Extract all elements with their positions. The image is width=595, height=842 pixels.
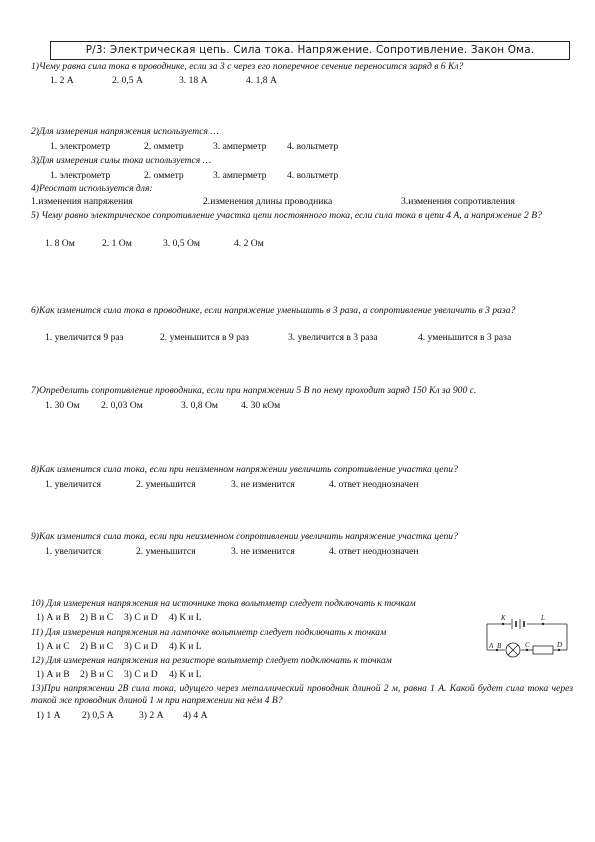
question-5: 5) Чему равно электрическое сопротивление участка цепи постоянного тока, если сила тока в цепи 4 А, а напряжение 2 В? (31, 210, 542, 221)
question-8: 8)Как изменится сила тока, если при неизменном напряжении увеличить сопротивление участка цепи? (31, 464, 458, 475)
option[interactable]: 3. 0,5 Ом (163, 238, 200, 249)
option[interactable]: 2) В и С (80, 669, 114, 680)
option[interactable]: 2. 0,5 А (112, 75, 143, 86)
option[interactable]: 2) В и С (80, 641, 114, 652)
question-2: 2)Для измерения напряжения используется … (31, 126, 219, 137)
option[interactable]: 4. 1,8 А (246, 75, 277, 86)
option[interactable]: 4. ответ неоднозначен (329, 546, 419, 557)
option[interactable]: 3. амперметр (213, 170, 267, 181)
question-3: 3)Для измерения силы тока используется … (31, 155, 212, 166)
option[interactable]: 1. электрометр (50, 141, 111, 152)
option[interactable]: 4. уменьшится в 3 раза (418, 332, 512, 343)
point-c-label: C (525, 641, 530, 649)
question-6: 6)Как изменится сила тока в проводнике, если напряжение уменьшить в 3 раза, а сопротивление увеличить в 3 раза? (31, 305, 516, 316)
option[interactable]: 4) К и L (169, 612, 202, 623)
option[interactable]: 2. 1 Ом (102, 238, 132, 249)
point-d-label: D (557, 641, 563, 649)
option[interactable]: 3. амперметр (213, 141, 267, 152)
option[interactable]: 4. вольтметр (287, 141, 339, 152)
worksheet-title: Р/3: Электрическая цепь. Сила тока. Напряжение. Сопротивление. Закон Ома. (50, 41, 570, 60)
option[interactable]: 2) В и С (80, 612, 114, 623)
option[interactable]: 3. увеличится в 3 раза (288, 332, 378, 343)
option[interactable]: 2.изменения длины проводника (203, 196, 333, 207)
point-k-label: K (501, 614, 506, 622)
option[interactable]: 1.изменения напряжения (31, 196, 133, 207)
option[interactable]: 2. уменьшится в 9 раз (160, 332, 249, 343)
option[interactable]: 1. увеличится (45, 479, 101, 490)
question-7: 7)Определить сопротивление проводника, если при напряжении 5 В по нему проходит заряд 150 Кл за 900 с. (31, 385, 477, 396)
option[interactable]: 4. 2 Ом (234, 238, 264, 249)
option[interactable]: 1. 8 Ом (45, 238, 75, 249)
option[interactable]: 2. омметр (144, 141, 184, 152)
option[interactable]: 1) А и В (36, 669, 70, 680)
option[interactable]: 1) А и С (36, 641, 70, 652)
option[interactable]: 1) 1 А (36, 710, 61, 721)
option[interactable]: 1. 2 А (50, 75, 74, 86)
circuit-diagram (483, 612, 573, 662)
option[interactable]: 2. уменьшится (136, 546, 196, 557)
option[interactable]: 3. не изменится (231, 479, 295, 490)
option[interactable]: 4. ответ неоднозначен (329, 479, 419, 490)
question-12: 12) Для измерения напряжения на резисторе вольтметр следует подключать к точкам (31, 655, 392, 666)
option[interactable]: 4) К и L (169, 669, 202, 680)
option[interactable]: 3. не изменится (231, 546, 295, 557)
option[interactable]: 1. 30 Ом (45, 400, 80, 411)
option[interactable]: 3.изменения сопротивления (401, 196, 515, 207)
question-13: 13)При напряжении 2В сила тока, идущего через металлический проводник длиной 2 м, равна 1 А. Какой будет сила тока через такой же проводник длиной 1 м при напряжении на нём 4 В? (31, 683, 573, 706)
option[interactable]: 1. увеличится (45, 546, 101, 557)
option[interactable]: 2. уменьшится (136, 479, 196, 490)
question-4: 4)Реостат используется для: (31, 183, 153, 194)
option[interactable]: 3. 18 А (179, 75, 208, 86)
option[interactable]: 3. 0,8 Ом (181, 400, 218, 411)
option[interactable]: 1. электрометр (50, 170, 111, 181)
question-9: 9)Как изменится сила тока, если при неизменном сопротивлении увеличить напряжение участка цепи? (31, 531, 458, 542)
question-10: 10) Для измерения напряжения на источнике тока вольтметр следует подключать к точкам (31, 598, 416, 609)
option[interactable]: 2. омметр (144, 170, 184, 181)
lamp-icon (506, 643, 520, 657)
point-l-label: L (541, 614, 545, 622)
option[interactable]: 3) С и D (124, 612, 158, 623)
battery-icon (512, 619, 524, 629)
option[interactable]: 2. 0,03 Ом (101, 400, 143, 411)
option[interactable]: 4) 4 А (183, 710, 208, 721)
point-a-label: A (489, 642, 494, 650)
point-b-label: B (497, 642, 502, 650)
option[interactable]: 4. вольтметр (287, 170, 339, 181)
option[interactable]: 3) С и D (124, 641, 158, 652)
option[interactable]: 2) 0,5 А (82, 710, 114, 721)
question-11: 11) Для измерения напряжения на лампочке вольтметр следует подключать к точкам (31, 627, 387, 638)
option[interactable]: 3) 2 А (139, 710, 164, 721)
option[interactable]: 4. 30 кОм (241, 400, 281, 411)
resistor-icon (533, 646, 553, 654)
question-1: 1)Чему равна сила тока в проводнике, если за 3 с через его поперечное сечение переносится заряд в 6 Кл? (31, 61, 464, 72)
option[interactable]: 1. увеличится 9 раз (45, 332, 124, 343)
option[interactable]: 3) С и D (124, 669, 158, 680)
option[interactable]: 1) А и В (36, 612, 70, 623)
option[interactable]: 4) К и L (169, 641, 202, 652)
